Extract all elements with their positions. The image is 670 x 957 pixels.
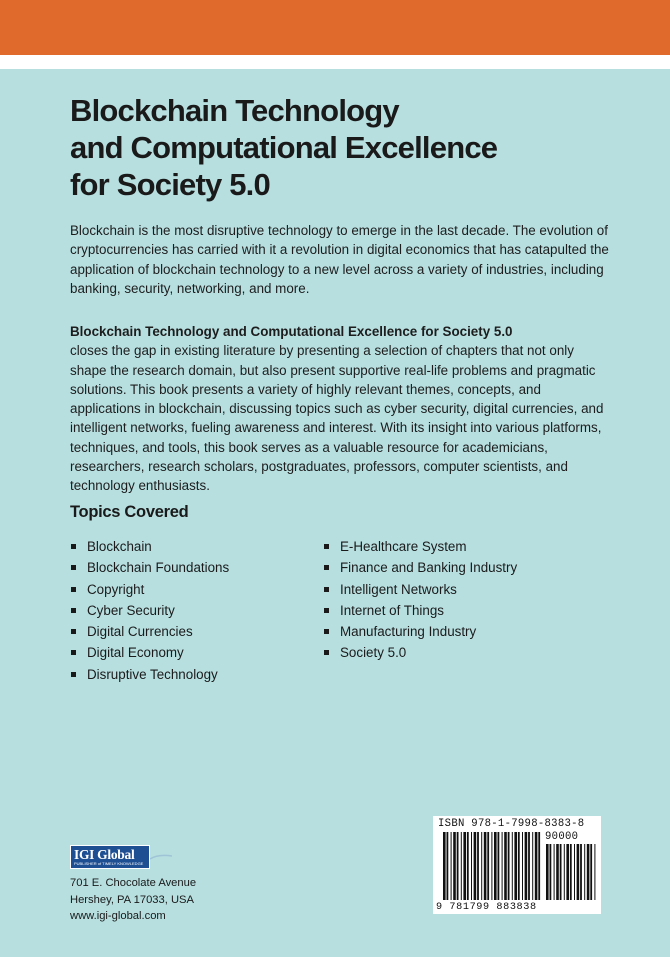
- top-white-band: [0, 55, 670, 69]
- topic-label: Blockchain Foundations: [87, 560, 230, 576]
- bullet-icon: [71, 587, 76, 592]
- title-line: and Computational Excellence: [70, 130, 498, 165]
- barcode-bar: [535, 832, 538, 900]
- topic-item: [70, 580, 229, 601]
- bullet-icon: [324, 587, 329, 592]
- barcode-bar: [457, 832, 459, 900]
- barcode-bar: [477, 832, 479, 900]
- barcode-bar: [580, 844, 582, 900]
- barcode-bar: [498, 832, 500, 900]
- topic-item: [70, 558, 229, 579]
- barcode-bar: [514, 832, 517, 900]
- barcode-bar: [594, 844, 595, 900]
- igi-global-logo: [70, 845, 150, 869]
- barcode-bar: [574, 844, 575, 900]
- barcode-bar: [491, 832, 492, 900]
- logo-tagline: PUBLISHER of TIMELY KNOWLEDGE: [74, 861, 144, 866]
- barcode-bar: [546, 844, 549, 900]
- barcode-bar: [453, 832, 456, 900]
- barcode-bar: [463, 832, 466, 900]
- book-title: [70, 92, 630, 203]
- publisher-website: www.igi-global.com: [70, 910, 166, 922]
- topic-label: Internet of Things: [340, 602, 444, 618]
- topic-label: E-Healthcare System: [340, 539, 467, 554]
- topic-label: Finance and Banking Industry: [340, 560, 518, 576]
- description-paragraph-1: Blockchain is the most disruptive technology to emerge in the last decade. The evolution of cryptocurrencies has carried with it a revolution in digital economics that has catapulted the application of blockchain technology to a new level across a variety of industries, including banking, security, networking, and more.: [70, 223, 609, 296]
- barcode-bar: [481, 832, 482, 900]
- topics-heading: Topics Covered: [70, 503, 189, 521]
- bullet-icon: [71, 544, 76, 549]
- topics-list-right: [323, 537, 517, 665]
- barcode-bar: [560, 844, 562, 900]
- topic-item: [323, 580, 517, 601]
- topic-item: [70, 537, 229, 558]
- topic-item: [323, 601, 517, 622]
- bullet-icon: [324, 650, 329, 655]
- barcode-bar: [590, 844, 592, 900]
- logo-text: IGI Global: [74, 847, 135, 862]
- paragraph-bold-title: Blockchain Technology and Computational Excellence for Society 5.0: [70, 324, 513, 339]
- barcode-bar: [484, 832, 487, 900]
- topic-item: [323, 622, 517, 643]
- barcode-bar: [570, 844, 572, 900]
- barcode-bar: [577, 844, 580, 900]
- bullet-icon: [71, 629, 76, 634]
- logo-swoosh-icon: [150, 853, 172, 861]
- barcode-bar: [538, 832, 540, 900]
- topic-item: [323, 537, 517, 558]
- barcode-bar: [564, 844, 565, 900]
- bullet-icon: [324, 608, 329, 613]
- ean-digits: 9 781799 883838: [436, 902, 537, 913]
- barcode-bar: [447, 832, 449, 900]
- barcode-bar: [451, 832, 452, 900]
- barcode-bar: [443, 832, 446, 900]
- topic-label: Cyber Security: [87, 602, 175, 618]
- publisher-address: [70, 875, 196, 925]
- topic-item: [70, 622, 229, 643]
- barcode-bar: [566, 844, 569, 900]
- barcode-bar: [508, 832, 510, 900]
- bullet-icon: [71, 672, 76, 677]
- barcode-bar: [467, 832, 469, 900]
- top-orange-band: [0, 0, 670, 55]
- barcode-bar: [512, 832, 513, 900]
- address-line: 701 E. Chocolate Avenue: [70, 877, 197, 889]
- topic-item: [323, 558, 517, 579]
- topic-label: Manufacturing Industry: [340, 624, 477, 640]
- barcode-bar: [502, 832, 503, 900]
- topics-list-left: [70, 537, 229, 686]
- title-line: for Society 5.0: [70, 167, 270, 202]
- bullet-icon: [71, 565, 76, 570]
- topic-label: Digital Currencies: [87, 624, 193, 640]
- description-paragraph-2: [70, 322, 610, 496]
- barcode-bar: [532, 832, 533, 900]
- isbn-barcode: [433, 816, 601, 914]
- barcode-bar: [474, 832, 477, 900]
- topic-item: [323, 643, 517, 664]
- price-code: 90000: [545, 831, 579, 843]
- barcode-bar: [471, 832, 472, 900]
- barcode-bar: [528, 832, 530, 900]
- topic-label: Disruptive Technology: [87, 666, 218, 682]
- bullet-icon: [71, 650, 76, 655]
- topic-label: Blockchain: [87, 539, 152, 554]
- barcode-bars: [433, 816, 601, 914]
- topic-label: Copyright: [87, 581, 145, 597]
- barcode-bar: [487, 832, 489, 900]
- barcode-bar: [494, 832, 497, 900]
- topic-item: [70, 665, 229, 686]
- topic-label: Intelligent Networks: [340, 581, 457, 597]
- topic-item: [70, 601, 229, 622]
- bullet-icon: [324, 565, 329, 570]
- topic-label: Digital Economy: [87, 645, 184, 661]
- isbn-number: ISBN 978-1-7998-8383-8: [438, 818, 585, 830]
- barcode-bar: [522, 832, 523, 900]
- barcode-bar: [518, 832, 520, 900]
- topic-label: Society 5.0: [340, 645, 407, 661]
- barcode-bar: [554, 844, 555, 900]
- address-line: Hershey, PA 17033, USA: [70, 893, 194, 906]
- topic-item: [70, 643, 229, 664]
- barcode-bar: [504, 832, 507, 900]
- bullet-icon: [324, 629, 329, 634]
- bullet-icon: [324, 544, 329, 549]
- title-line: Blockchain Technology: [70, 93, 399, 128]
- barcode-bar: [587, 844, 590, 900]
- barcode-bar: [556, 844, 559, 900]
- barcode-bar: [584, 844, 585, 900]
- barcode-bar: [525, 832, 528, 900]
- paragraph-body: closes the gap in existing literature by presenting a selection of chapters that not only shape the research domain, but also present supportive real-life problems and pragmatic solutions. This book presents a variety of highly relevant themes, concepts, and applications in blockchain, discussing topics such as cyber security, digital currencies, and intelligent networks, fueling awareness and interest. With its insight into various platforms, techniques, and tools, this book serves as a valuable resource for academicians, researchers, research scholars, postgraduates, professors, computer scientists, and technology enthusiasts.: [70, 343, 604, 494]
- barcode-bar: [461, 832, 462, 900]
- barcode-bar: [550, 844, 552, 900]
- bullet-icon: [71, 608, 76, 613]
